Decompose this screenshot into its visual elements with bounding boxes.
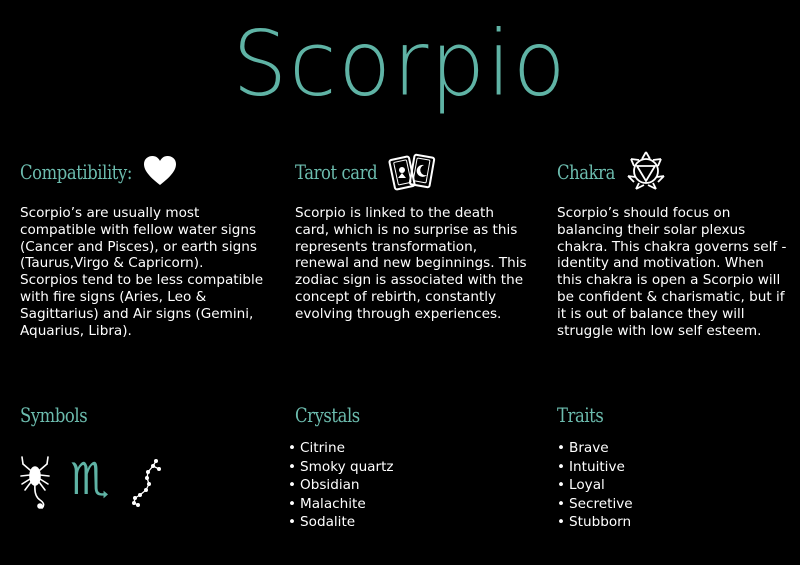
list-item: • Secretive xyxy=(557,495,633,514)
list-item: • Obsidian xyxy=(288,476,394,495)
tarot-heading: Tarot card xyxy=(295,160,378,184)
traits-list xyxy=(557,439,633,532)
list-item: • Sodalite xyxy=(288,513,394,532)
scorpio-glyph-icon: ♏ xyxy=(70,454,110,505)
list-item: • Brave xyxy=(557,439,633,458)
page-title: Scorpio xyxy=(232,11,568,117)
constellation-icon xyxy=(126,458,162,508)
list-item: • Intuitive xyxy=(557,458,633,477)
tarot-cards-icon xyxy=(388,152,440,194)
crystals-list xyxy=(288,439,394,532)
list-item: • Loyal xyxy=(557,476,633,495)
list-item: • Citrine xyxy=(288,439,394,458)
chakra-heading: Chakra xyxy=(557,160,615,184)
chakra-icon xyxy=(626,150,666,192)
traits-heading: Traits xyxy=(557,403,604,427)
list-item: • Malachite xyxy=(288,495,394,514)
compatibility-heading: Compatibility: xyxy=(20,160,132,184)
chakra-text: Scorpio’s should focus on balancing their solar plexus chakra. This chakra governs self - identity and motivation. When this chakra is open a Scorpio will be confident & charismatic, but if it is out of balance they will struggle with low self esteem. xyxy=(557,205,787,339)
tarot-text: Scorpio is linked to the death card, which is no surprise as this represents transformation, renewal and new beginnings. This zodiac sign is associated with the concept of rebirth, constantly evolving through experiences. xyxy=(295,205,527,322)
heart-icon xyxy=(143,155,177,187)
compatibility-text: Scorpio’s are usually most compatible with fellow water signs (Cancer and Pisces), or earth signs (Taurus,Virgo & Capricorn). Scorpios tend to be less compatible with fire signs (Aries, Leo & Sagittarius) and Air signs (Gemini, Aquarius, Libra). xyxy=(20,205,264,339)
symbols-heading: Symbols xyxy=(20,403,88,427)
list-item: • Smoky quartz xyxy=(288,458,394,477)
scorpion-icon xyxy=(18,454,52,510)
crystals-heading: Crystals xyxy=(295,403,360,427)
list-item: • Stubborn xyxy=(557,513,633,532)
